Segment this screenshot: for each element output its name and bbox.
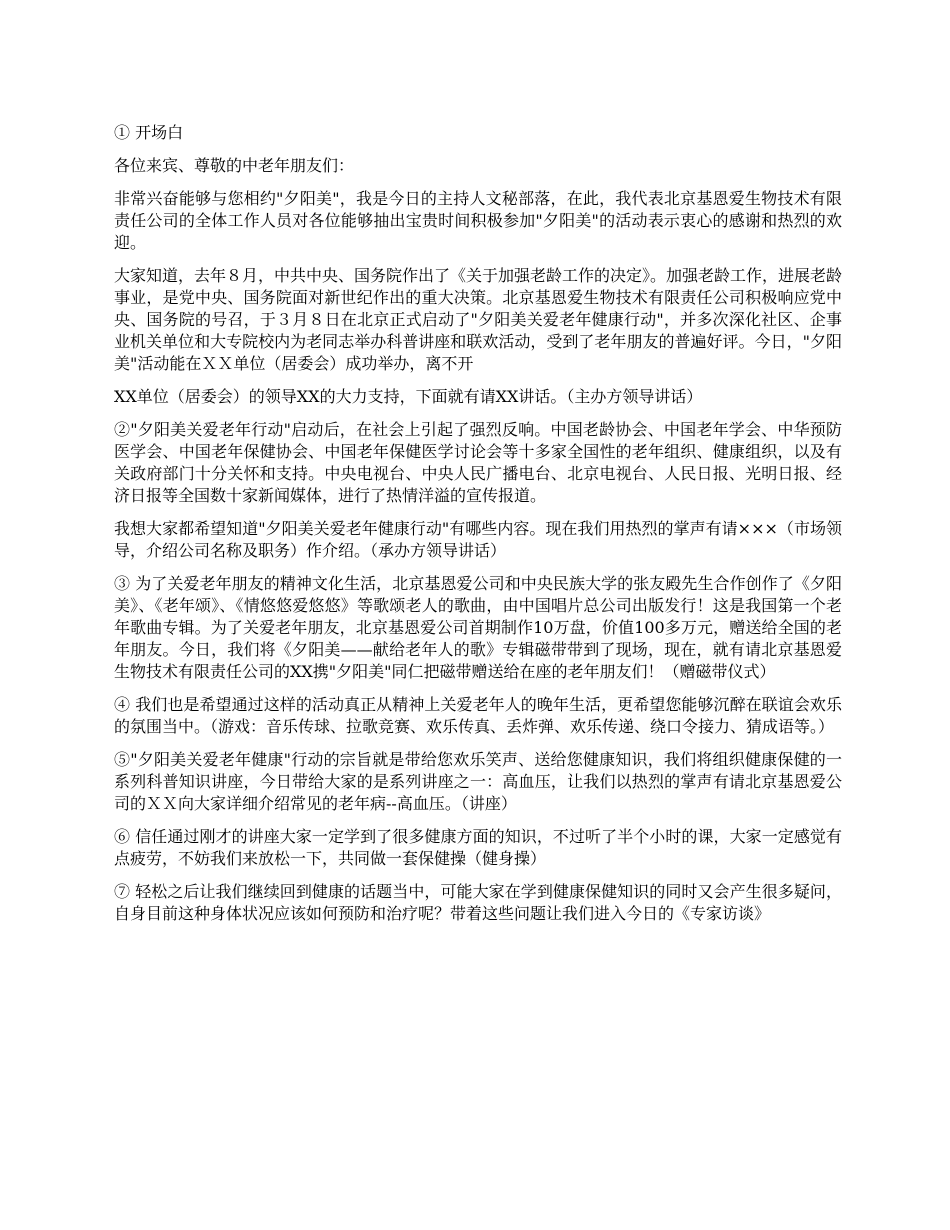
- paragraph-greeting: 各位来宾、尊敬的中老年朋友们：: [114, 156, 355, 175]
- paragraph-section-7: ⑦ 轻松之后让我们继续回到健康的话题当中，可能大家在学到健康保健知识的同时又会产生很多疑问，自身目前这种身体状况应该如何预防和治疗呢？带着这些问题让我们进入今日的《专家访谈》: [114, 882, 842, 923]
- paragraph-leader-speech: XX单位（居委会）的领导XX的大力支持，下面就有请XX讲话。（主办方领导讲话）: [114, 387, 703, 406]
- paragraph-introduction: 我想大家都希望知道"夕阳美关爱老年健康行动"有哪些内容。现在我们用热烈的掌声有请×××（市场领导，介绍公司名称及职务）作介绍。（承办方领导讲话）: [114, 519, 842, 560]
- paragraph-section-2: ②"夕阳美关爱老年行动"启动后，在社会上引起了强烈反响。中国老龄协会、中国老年学会、中华预防医学会、中国老年保健协会、中国老年保健医学讨论会等十多家全国性的老年组织、健康组织，以及有关政府部门十分关怀和支持。中央电视台、中央人民广播电台、北京电视台、人民日报、光明日报、经济日报等全国数十家新闻媒体，进行了热情洋溢的宣传报道。: [114, 420, 842, 505]
- paragraph-section-5: ⑤"夕阳美关爱老年健康"行动的宗旨就是带给您欢乐笑声、送给您健康知识，我们将组织健康保健的一系列科普知识讲座，今日带给大家的是系列讲座之一：高血压，让我们以热烈的掌声有请北京基恩爱公司的ＸＸ向大家详细介绍常见的老年病--高血压。（讲座）: [114, 750, 842, 813]
- document-body: [114, 122, 842, 936]
- paragraph-section-3: ③ 为了关爱老年朋友的精神文化生活，北京基恩爱公司和中央民族大学的张友殿先生合作创作了《夕阳美》、《老年颂》、《情悠悠爱悠悠》等歌颂老人的歌曲，由中国唱片总公司出版发行！这是我国第一个老年歌曲专辑。为了关爱老年朋友，北京基恩爱公司首期制作10万盘，价值100多万元，赠送给全国的老年朋友。今日，我们将《夕阳美——献给老年人的歌》专辑磁带带到了现场，现在，就有请北京基恩爱生物技术有限责任公司的XX携"夕阳美"同仁把磁带赠送给在座的老年朋友们！（赠磁带仪式）: [114, 574, 842, 681]
- paragraph-background: 大家知道，去年８月，中共中央、国务院作出了《关于加强老龄工作的决定》。加强老龄工作，进展老龄事业，是党中央、国务院面对新世纪作出的重大决策。北京基恩爱生物技术有限责任公司积极响应党中央、国务院的号召，于３月８日在北京正式启动了"夕阳美关爱老年健康行动"，并多次深化社区、企事业机关单位和大专院校内为老同志举办科普讲座和联欢活动，受到了老年朋友的普遍好评。今日，"夕阳美"活动能在ＸＸ单位（居委会）成功举办，离不开: [114, 266, 843, 373]
- paragraph-opening-title: ① 开场白: [114, 123, 184, 142]
- paragraph-section-4: ④ 我们也是希望通过这样的活动真正从精神上关爱老年人的晚年生活，更希望您能够沉醉在联谊会欢乐的氛围当中。（游戏：音乐传球、拉歌竞赛、欢乐传真、丢炸弹、欢乐传递、绕口令接力、猜成语等。）: [114, 695, 842, 736]
- paragraph-host-welcome: 非常兴奋能够与您相约"夕阳美"，我是今日的主持人文秘部落，在此，我代表北京基恩爱生物技术有限责任公司的全体工作人员对各位能够抽出宝贵时间积极参加"夕阳美"的活动表示衷心的感谢和热烈的欢迎。: [114, 189, 842, 252]
- paragraph-section-6: ⑥ 信任通过刚才的讲座大家一定学到了很多健康方面的知识，不过听了半个小时的课，大家一定感觉有点疲劳，不妨我们来放松一下，共同做一套保健操（健身操）: [114, 827, 842, 868]
